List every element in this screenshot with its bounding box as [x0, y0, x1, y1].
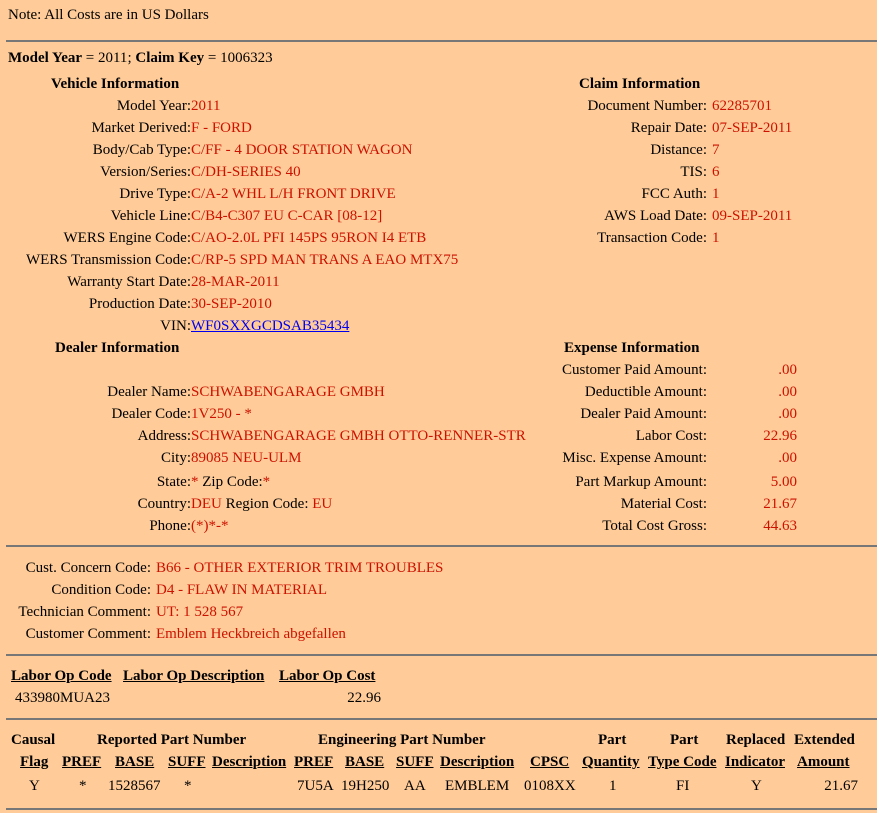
parts-header-cpsc: CPSC: [530, 754, 570, 770]
field-value: C/A-2 WHL L/H FRONT DRIVE: [191, 186, 396, 202]
region-value: EU: [312, 496, 333, 512]
dealer-info-title: Dealer Information: [55, 340, 180, 356]
model-year-label: Model Year: [8, 50, 83, 66]
field-value: UT: 1 528 567: [156, 604, 244, 620]
state-value: *: [191, 474, 199, 490]
parts-header-flag: Flag: [20, 754, 49, 770]
labor-op-cost: 22.96: [347, 690, 381, 706]
field-label: Misc. Expense Amount:: [562, 450, 707, 466]
field-value: F - FORD: [191, 120, 252, 136]
labor-op-code: 433980MUA23: [15, 690, 111, 706]
field-label: Market Derived:: [91, 120, 191, 136]
field-label: Labor Cost:: [635, 428, 707, 444]
part-reported-pref: *: [79, 778, 87, 794]
field-label: Body/Cab Type:: [92, 142, 191, 158]
field-value: 44.63: [763, 518, 797, 534]
parts-header-quantity: Quantity: [582, 754, 640, 770]
part-extended-amount: 21.67: [824, 778, 858, 794]
field-value: .00: [778, 450, 797, 466]
field-label: City:: [160, 450, 191, 466]
field-value: .00: [778, 362, 797, 378]
field-label: Dealer Code:: [111, 406, 191, 422]
zip-label: Zip Code:: [202, 474, 263, 490]
field-value: C/B4-C307 EU C-CAR [08-12]: [191, 208, 383, 224]
field-label: TIS:: [680, 164, 707, 180]
claim-key-label: Claim Key: [135, 50, 205, 66]
parts-header-reported-base: BASE: [115, 754, 155, 770]
parts-header-reported-pref: PREF: [62, 754, 102, 770]
field-label: Distance:: [650, 142, 707, 158]
field-label: Vehicle Line:: [110, 208, 191, 224]
region-label: Region Code:: [225, 496, 309, 512]
field-label: Document Number:: [587, 98, 707, 114]
field-value: 1V250 - *: [191, 406, 252, 422]
parts-group-reported: Reported Part Number: [97, 732, 247, 748]
parts-header-type-code: Type Code: [648, 754, 717, 770]
vin-link[interactable]: WF0SXXGCDSAB35434: [191, 318, 350, 334]
field-value: D4 - FLAW IN MATERIAL: [156, 582, 328, 598]
field-label: AWS Load Date:: [604, 208, 707, 224]
field-value: Emblem Heckbreich abgefallen: [156, 626, 346, 642]
field-value: 28-MAR-2011: [191, 274, 280, 290]
parts-header-eng-description: Description: [440, 754, 515, 770]
parts-header-eng-suff: SUFF: [396, 754, 434, 770]
divider: [6, 808, 877, 810]
field-value: B66 - OTHER EXTERIOR TRIM TROUBLES: [156, 560, 444, 576]
vin-label: VIN:: [160, 318, 191, 334]
field-label: Dealer Paid Amount:: [580, 406, 707, 422]
field-value: 30-SEP-2010: [191, 296, 272, 312]
field-value: 09-SEP-2011: [712, 208, 793, 224]
field-value: SCHWABENGARAGE GMBH: [191, 384, 385, 400]
field-value: 89085 NEU-ULM: [191, 450, 302, 466]
field-label: Condition Code:: [51, 582, 151, 598]
parts-group-part-qty: Part: [598, 732, 627, 748]
field-value: 2011: [191, 98, 221, 114]
labor-header-description: Labor Op Description: [123, 668, 265, 684]
parts-header-reported-description: Description: [212, 754, 287, 770]
model-year-value: 2011: [97, 50, 128, 66]
parts-group-engineering: Engineering Part Number: [318, 732, 486, 748]
part-eng-suff: AA: [404, 778, 426, 794]
field-value: C/AO-2.0L PFI 145PS 95RON I4 ETB: [191, 230, 427, 246]
currency-note: Note: All Costs are in US Dollars: [8, 7, 209, 23]
field-label: Dealer Name:: [107, 384, 191, 400]
parts-header-eng-base: BASE: [345, 754, 385, 770]
field-value: C/DH-SERIES 40: [191, 164, 301, 180]
phone-label: Phone:: [149, 518, 191, 534]
divider: [6, 545, 877, 547]
field-value: 1: [712, 186, 720, 202]
field-label: Production Date:: [88, 296, 191, 312]
labor-header-code: Labor Op Code: [11, 668, 112, 684]
part-eng-pref: 7U5A: [297, 778, 334, 794]
field-value: 7: [712, 142, 720, 158]
field-value: 21.67: [763, 496, 797, 512]
field-label: WERS Engine Code:: [63, 230, 191, 246]
field-value: 07-SEP-2011: [712, 120, 793, 136]
field-value: 6: [712, 164, 720, 180]
state-zip-row: [191, 471, 270, 493]
field-label: Transaction Code:: [597, 230, 707, 246]
field-value: 22.96: [763, 428, 797, 444]
country-label: Country:: [137, 496, 191, 512]
country-value: DEU: [191, 496, 222, 512]
part-eng-description: EMBLEM: [445, 778, 510, 794]
part-quantity: 1: [609, 778, 617, 794]
field-value: 5.00: [770, 474, 797, 490]
field-label: FCC Auth:: [641, 186, 707, 202]
parts-header-amount: Amount: [797, 754, 850, 770]
field-label: Model Year:: [116, 98, 191, 114]
claim-info-title: Claim Information: [579, 76, 701, 92]
part-eng-base: 19H250: [341, 778, 390, 794]
field-value: 62285701: [712, 98, 772, 114]
field-label: WERS Transmission Code:: [25, 252, 191, 268]
field-value: C/RP-5 SPD MAN TRANS A EAO MTX75: [191, 252, 459, 268]
field-label: Address:: [137, 428, 191, 444]
part-cpsc: 0108XX: [524, 778, 576, 794]
part-type-code: FI: [676, 778, 690, 794]
divider: [6, 718, 877, 720]
field-label: Customer Comment:: [25, 626, 151, 642]
field-label: Repair Date:: [630, 120, 707, 136]
field-label: Material Cost:: [620, 496, 707, 512]
parts-header-eng-pref: PREF: [294, 754, 334, 770]
divider: [6, 40, 877, 42]
field-value: .00: [778, 384, 797, 400]
field-label: Total Cost Gross:: [602, 518, 707, 534]
field-label: Technician Comment:: [18, 604, 151, 620]
part-replaced-indicator: Y: [751, 778, 762, 794]
field-label: Customer Paid Amount:: [561, 362, 707, 378]
vehicle-info-title: Vehicle Information: [51, 76, 180, 92]
labor-header-cost: Labor Op Cost: [279, 668, 376, 684]
field-label: Version/Series:: [100, 164, 191, 180]
field-value: .00: [778, 406, 797, 422]
field-value: 1: [712, 230, 720, 246]
phone-value: (*)*-*: [191, 518, 229, 534]
country-region-row: [191, 493, 332, 515]
part-reported-suff: *: [184, 778, 192, 794]
field-value: C/FF - 4 DOOR STATION WAGON: [191, 142, 413, 158]
parts-group-extended: Extended: [794, 732, 855, 748]
field-label: Deductible Amount:: [584, 384, 707, 400]
parts-group-part-type: Part: [670, 732, 699, 748]
field-label: Part Markup Amount:: [575, 474, 707, 490]
part-reported-base: 1528567: [108, 778, 161, 794]
zip-value: *: [262, 474, 271, 490]
parts-group-replaced: Replaced: [726, 732, 786, 748]
field-value: SCHWABENGARAGE GMBH OTTO-RENNER-STR: [191, 428, 526, 444]
field-label: Drive Type:: [119, 186, 191, 202]
state-label: State:: [156, 474, 191, 490]
field-label: Warranty Start Date:: [67, 274, 191, 290]
parts-header-reported-suff: SUFF: [168, 754, 206, 770]
parts-group-causal: Causal: [11, 732, 56, 748]
claim-header: Model Year = 2011; Claim Key = 1006323: [8, 50, 273, 66]
parts-header-indicator: Indicator: [725, 754, 785, 770]
divider: [6, 654, 877, 656]
expense-info-title: Expense Information: [564, 340, 700, 356]
field-label: Cust. Concern Code:: [25, 560, 151, 576]
part-causal-flag: Y: [29, 778, 40, 794]
claim-key-value: 1006323: [220, 50, 273, 66]
